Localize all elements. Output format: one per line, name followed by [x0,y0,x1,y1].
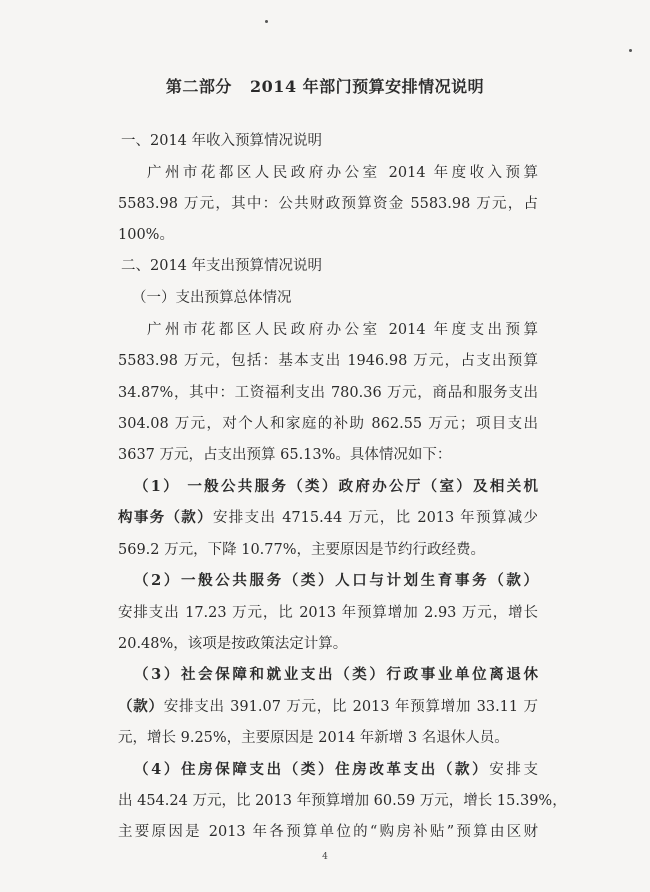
text-line: 5583.98 万元，其中：公共财政预算资金 5583.98 万元，占 [118,196,538,212]
scan-speck [629,49,632,52]
text-line: 34.87%，其中：工资福利支出 780.36 万元，商品和服务支出 [118,385,538,401]
text-line: 20.48%，该项是按政策法定计算。 [118,636,348,652]
item-1-heading-cont: 构事务（款） [118,509,213,526]
text-line: 广州市花都区人民政府办公室 2014 年度支出预算 [147,322,538,338]
text-line [118,508,538,528]
text-line: 569.2 万元，下降 10.77%，主要原因是节约行政经费。 [118,542,486,558]
item-1-heading: （1） 一般公共服务（类）政府办公厅（室）及相关机 [134,478,538,495]
text-line: 100%。 [118,227,174,243]
page-title: 第二部分 2014 年部门预算安排情况说明 [165,77,485,96]
text-line: 广州市花都区人民政府办公室 2014 年度收入预算 [147,165,538,181]
text-line: 5583.98 万元，包括：基本支出 1946.98 万元，占支出预算 [118,353,538,369]
item-3-heading: （3）社会保障和就业支出（类）行政事业单位离退休 [134,666,538,683]
text-span: 安排支出 4715.44 万元，比 2013 年预算减少 [212,510,538,526]
text-line: 安排支出 17.23 万元，比 2013 年预算增加 2.93 万元，增长 [118,605,538,621]
section-heading-expense: 二、2014 年支出预算情况说明 [121,258,323,274]
text-line: 出 454.24 万元，比 2013 年预算增加 60.59 万元，增长 15.39%， [118,793,567,809]
scan-speck [265,20,268,23]
text-span: 安排支出 391.07 万元，比 2013 年预算增加 33.11 万 [163,699,538,715]
text-line [134,760,538,780]
item-3-heading-cont: （款） [118,698,164,715]
text-line: 主要原因是 2013 年各预算单位的“购房补贴”预算由区财 [118,824,538,840]
page-number: 4 [322,852,328,862]
text-line: 304.08 万元，对个人和家庭的补助 862.55 万元；项目支出 [118,416,538,432]
item-2-heading: （2）一般公共服务（类）人口与计划生育事务（款） [134,572,538,589]
text-line: 3637 万元，占支出预算 65.13%。具体情况如下： [118,447,452,463]
text-line [118,697,538,717]
text-line: 元，增长 9.25%，主要原因是 2014 年新增 3 名退休人员。 [118,730,509,746]
item-4-heading: （4）住房保障支出（类）住房改革支出（款） [134,761,490,778]
section-heading-income: 一、2014 年收入预算情况说明 [121,133,323,149]
subsection-heading: （一）支出预算总体情况 [132,290,292,306]
text-span: 安排支 [489,762,539,778]
